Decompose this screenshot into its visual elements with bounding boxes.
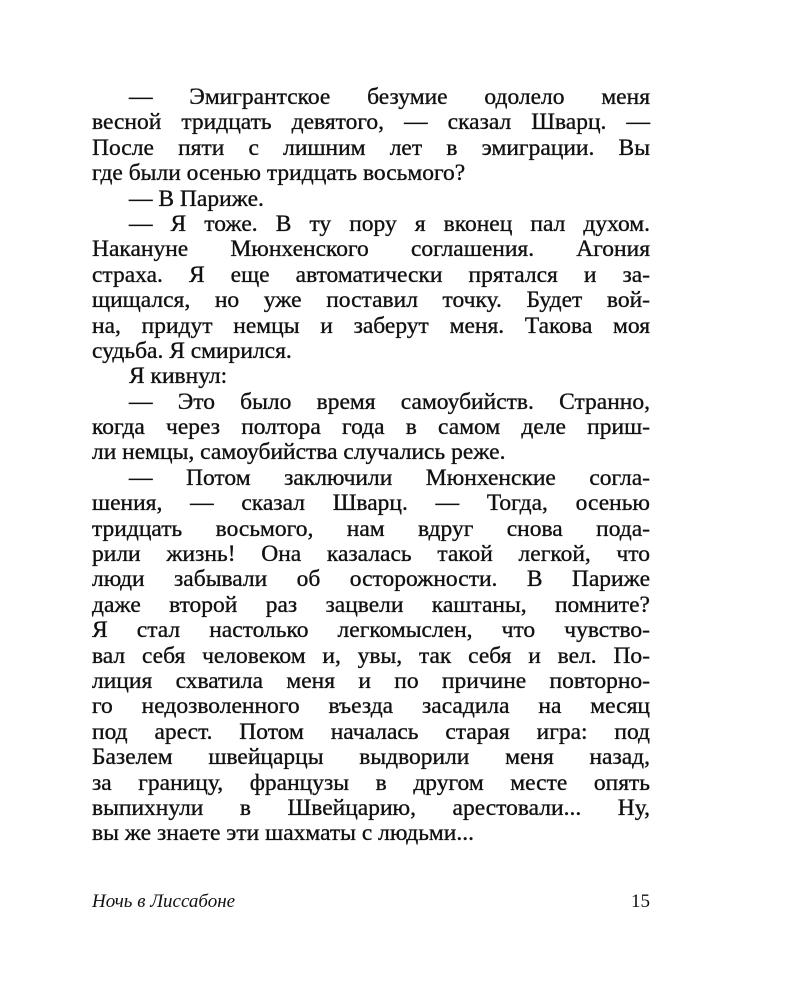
text-line: лиция схватила меня и по причине повторно- (92, 667, 650, 694)
text-line: где были осенью тридцать восьмого? (92, 160, 466, 187)
running-title: Ночь в Лиссабоне (92, 891, 236, 912)
body-text (92, 85, 650, 847)
text-line: на, придут немцы и заберут меня. Такова моя (92, 312, 650, 339)
text-line: страха. Я еще автоматически прятался и за- (92, 261, 650, 288)
text-line: выпихнули в Швейцарию, арестовали... Ну, (92, 794, 650, 821)
text-line: даже второй раз зацвели каштаны, помните? (92, 591, 650, 618)
text-line: ли немцы, самоубийства случались реже. (92, 439, 506, 466)
text-line: Базелем швейцарцы выдворили меня назад, (92, 744, 650, 771)
text-line: Накануне Мюнхенского соглашения. Агония (92, 236, 650, 263)
page-number: 15 (631, 891, 650, 912)
text-line: щищался, но уже поставил точку. Будет вой- (92, 287, 650, 314)
text-line: Я кивнул: (129, 363, 228, 390)
text-line: тридцать восьмого, нам вдруг снова пода- (92, 515, 650, 542)
text-line: Я стал настолько легкомыслен, что чувство- (92, 617, 650, 644)
text-line: — Эмигрантское безумие одолело меня (129, 84, 650, 110)
text-line: рили жизнь! Она казалась такой легкой, что (92, 541, 650, 568)
text-line: го недозволенного въезда засадила на месяц (92, 693, 650, 720)
text-line: под арест. Потом началась старая игра: под (92, 718, 650, 745)
text-line: люди забывали об осторожности. В Париже (92, 566, 650, 593)
text-line: — В Париже. (129, 185, 264, 212)
text-line: После пяти с лишним лет в эмиграции. Вы (92, 134, 650, 161)
text-line: — Это было время самоубийств. Странно, (129, 388, 650, 415)
text-line: шения, — сказал Шварц. — Тогда, осенью (92, 490, 650, 517)
text-line: за границу, французы в другом месте опять (92, 769, 650, 796)
text-line: вал себя человеком и, увы, так себя и вел. По- (92, 642, 650, 669)
text-line: весной тридцать девятого, — сказал Шварц. — (92, 109, 650, 136)
text-line: — Я тоже. В ту пору я вконец пал духом. (129, 210, 650, 237)
text-line: судьба. Я смирился. (92, 337, 292, 364)
text-line: — Потом заключили Мюнхенские согла- (129, 464, 650, 491)
text-line: когда через полтора года в самом деле приш- (92, 414, 650, 441)
text-line: вы же знаете эти шахматы с людьми... (92, 820, 474, 847)
page-footer (92, 888, 650, 916)
